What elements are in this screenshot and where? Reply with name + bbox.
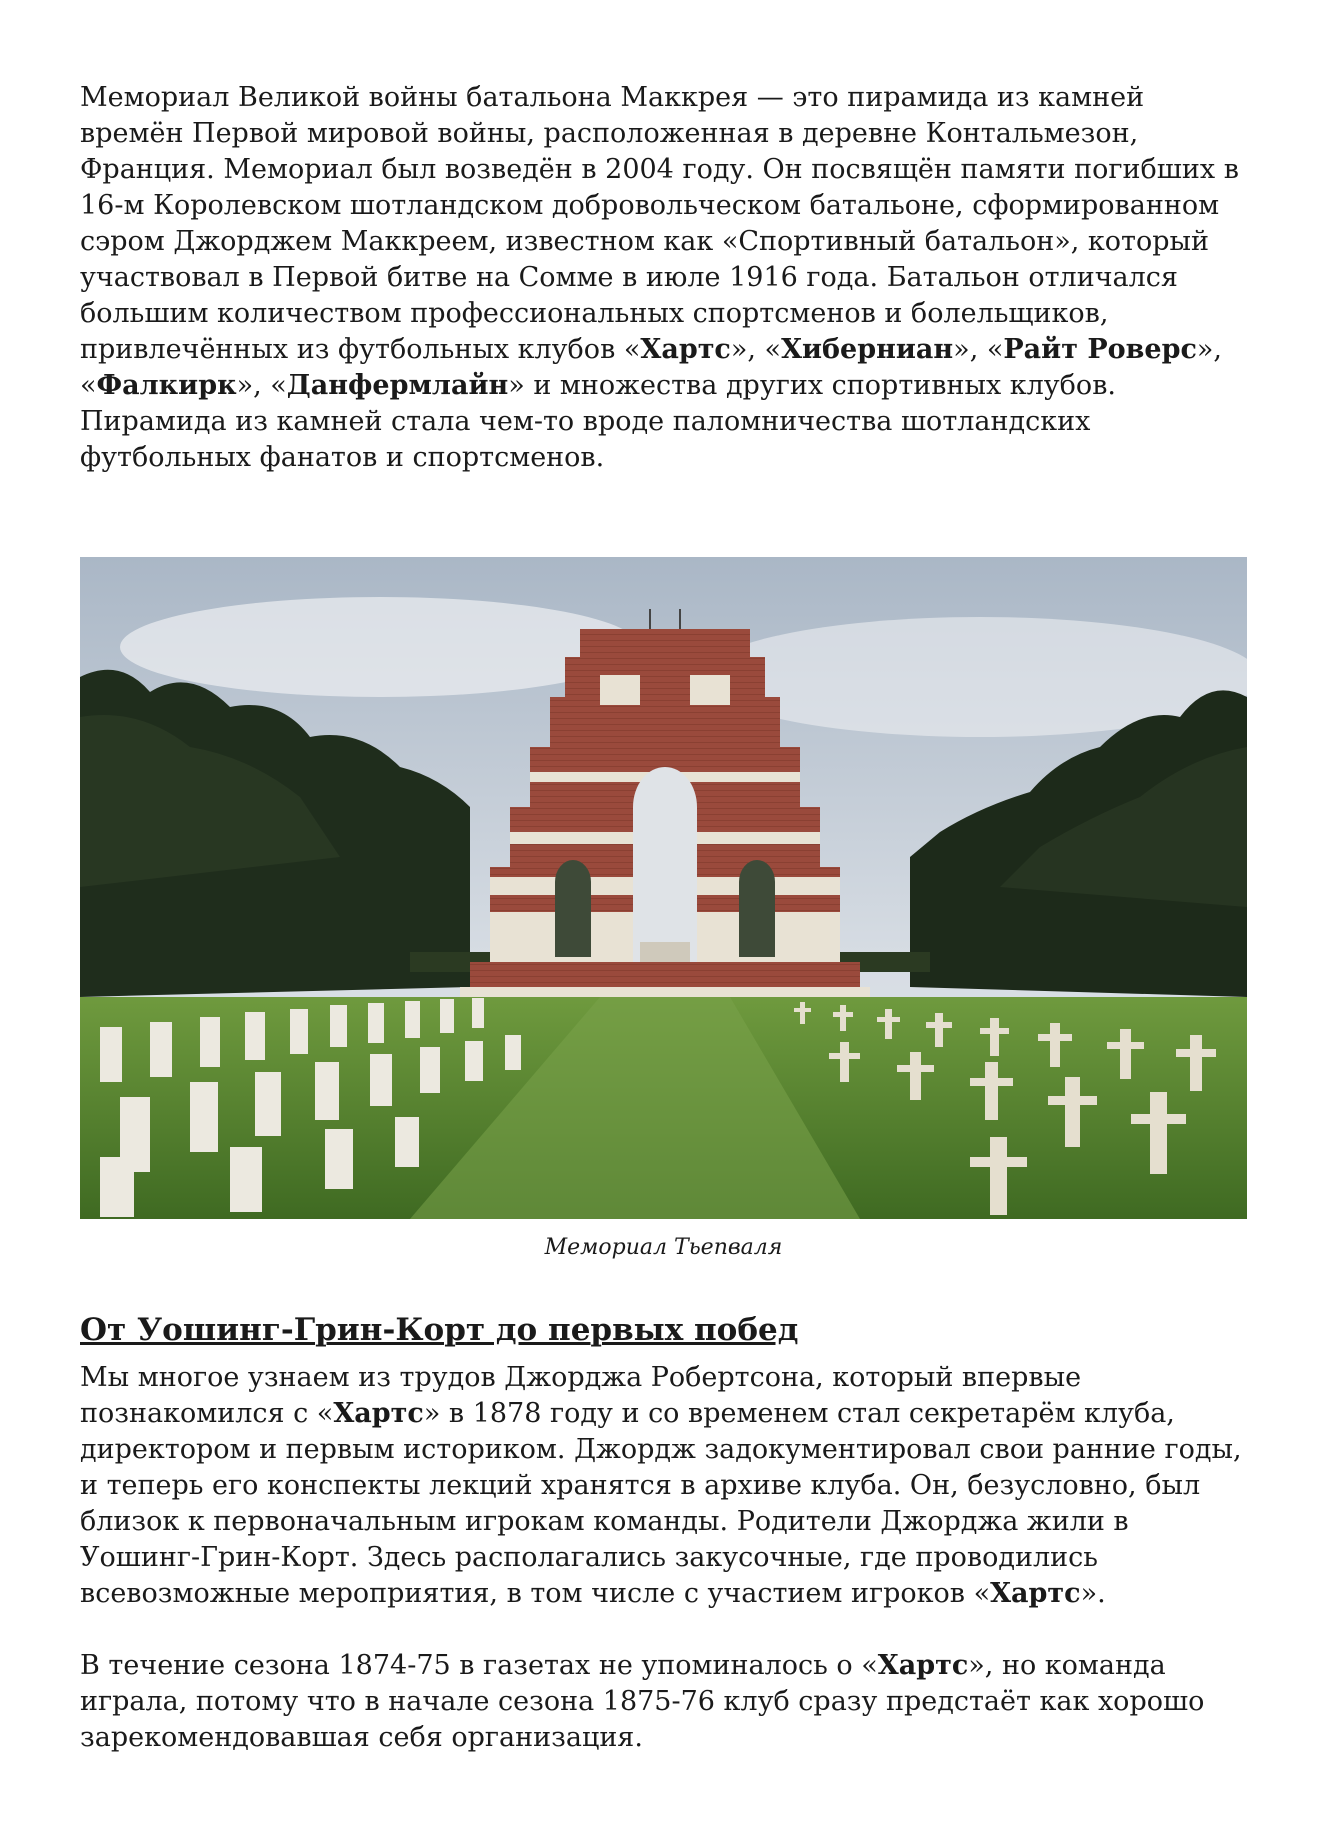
text-run: Мемориал Великой войны батальона Маккрея — это пирамида из камней времён Первой мировой войны, расположенная в деревне Контальмезон, Франция. Мемориал был возведён в 2004 году. Он посвящён памяти погибших в 16-м Королевском шотландском добровольческом батальоне, сформированном сэром Джорджем Маккреем, известном как «Спортивный батальон», который участвовал в Первой битве на Сомме в июле 1916 года. Батальон отличался большим количеством профессиональных спортсменов и болельщиков, привлечённых из футбольных клубов « [80, 82, 1239, 365]
club-name: Хиберниан [781, 334, 954, 365]
text-run: ». [1080, 1578, 1106, 1609]
body-paragraph [80, 1360, 1250, 1612]
text-run: » в 1878 году и со временем стал секретарём клуба, директором и первым историком. Джордж задокументировал свои ранние годы, и теперь его конспекты лекций хранятся в архиве клуба. Он, безусловно, был близок к первоначальным игрокам команды. Родители Джорджа жили в Уошинг-Грин-Корт. Здесь располагались закусочные, где проводились всевозможные мероприятия, в том числе с участием игроков « [80, 1398, 1242, 1609]
photo-caption: Мемориал Тьепваля [544, 1235, 783, 1260]
intro-paragraph [80, 80, 1250, 476]
club-name: Хартс [640, 334, 731, 365]
text-run: В течение сезона 1874-75 в газетах не упоминалось о « [80, 1650, 878, 1681]
text-run: », « [730, 334, 782, 365]
central-arch [633, 767, 697, 962]
club-name: Фалкирк [96, 370, 237, 401]
text-run: », « [953, 334, 1004, 365]
body-paragraph [80, 1648, 1250, 1756]
text-run: » и множества других спортивных клубов. Пирамида из камней стала чем-то вроде паломничества шотландских футбольных фанатов и спортсменов. [80, 370, 1116, 473]
text-run: », « [236, 370, 287, 401]
memorial-photo [80, 557, 1247, 1219]
club-name: Хартс [877, 1650, 969, 1681]
text-run: », но команда играла, потому что в начале сезона 1875-76 клуб сразу предстаёт как хорошо зарекомендовавшая себя организация. [80, 1650, 1205, 1753]
club-name: Данфермлайн [286, 370, 509, 401]
text-run: Мы многое узнаем из трудов Джорджа Робертсона, который впервые познакомился с « [80, 1362, 1082, 1429]
club-name: Хартс [990, 1578, 1081, 1609]
text-run: », « [80, 334, 1223, 401]
club-name: Хартс [333, 1398, 424, 1429]
club-name: Райт Роверс [1003, 334, 1197, 365]
section-heading: От Уошинг-Грин-Корт до первых побед [80, 1312, 799, 1348]
